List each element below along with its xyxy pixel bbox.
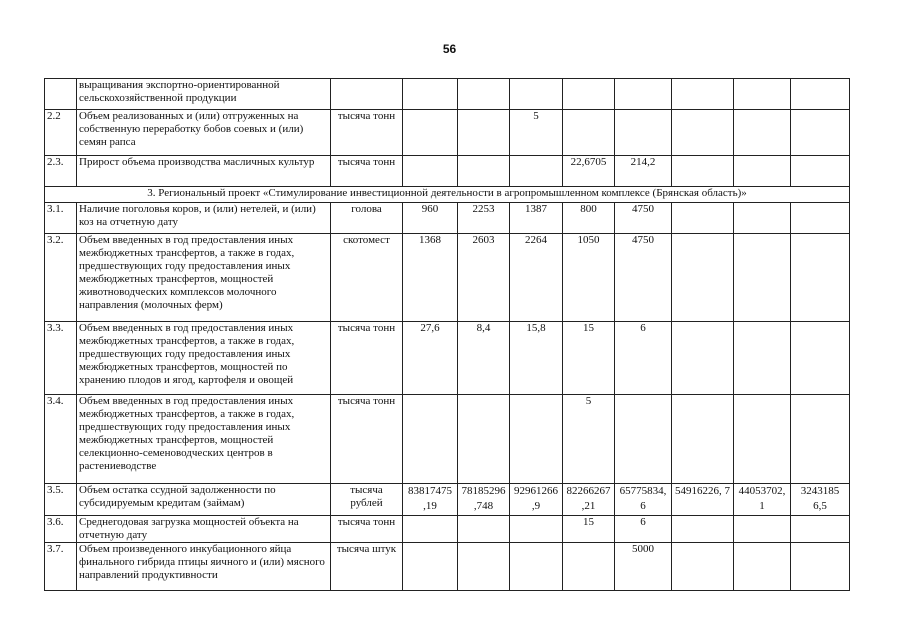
value-cell: 27,6 (403, 322, 458, 395)
value-cell (791, 203, 850, 234)
value-cell (403, 79, 458, 110)
value-cell: 92961266 ,9 (510, 484, 563, 516)
unit-cell: тысяча штук (331, 543, 403, 591)
value-cell: 1368 (403, 234, 458, 322)
unit-cell (331, 79, 403, 110)
value-cell: 2603 (458, 234, 510, 322)
indicator-name: Объем остатка ссудной задолженности по субсидируемым кредитам (займам) (77, 484, 331, 516)
value-cell (734, 322, 791, 395)
table-row (45, 484, 850, 516)
unit-cell: тысяча тонн (331, 395, 403, 484)
value-cell (734, 79, 791, 110)
value-cell (734, 395, 791, 484)
value-cell (672, 156, 734, 187)
value-cell (458, 79, 510, 110)
value-cell: 800 (563, 203, 615, 234)
value-cell: 2264 (510, 234, 563, 322)
row-number: 3.1. (45, 203, 77, 234)
value-cell: 15 (563, 516, 615, 543)
value-cell (672, 516, 734, 543)
table-row (45, 395, 850, 484)
value-cell: 4750 (615, 203, 672, 234)
row-number: 2.2 (45, 110, 77, 156)
value-cell: 5000 (615, 543, 672, 591)
value-cell (791, 322, 850, 395)
value-cell: 54916226, 7 (672, 484, 734, 516)
value-cell (458, 156, 510, 187)
table-row (45, 543, 850, 591)
value-cell (734, 110, 791, 156)
value-cell (672, 110, 734, 156)
value-cell (734, 516, 791, 543)
value-cell (791, 110, 850, 156)
value-cell (791, 516, 850, 543)
value-cell (672, 203, 734, 234)
value-cell (510, 516, 563, 543)
value-cell: 960 (403, 203, 458, 234)
value-cell (672, 79, 734, 110)
row-number: 3.4. (45, 395, 77, 484)
unit-cell: тысяча тонн (331, 110, 403, 156)
indicator-name: Прирост объема производства масличных культур (77, 156, 331, 187)
value-cell (672, 543, 734, 591)
value-cell (563, 79, 615, 110)
table-row (45, 79, 850, 110)
unit-cell: скотомест (331, 234, 403, 322)
page-number: 56 (442, 42, 457, 56)
value-cell (510, 79, 563, 110)
indicator-name: Наличие поголовья коров, и (или) нетелей, и (или) коз на отчетную дату (77, 203, 331, 234)
value-cell (791, 395, 850, 484)
indicator-name: Объем введенных в год предоставления иных межбюджетных трансфертов, а также в годах, предшествующих году предоставления иных межбюджетных трансфертов, мощностей селекционно-семеноводческих центров в растениеводстве (77, 395, 331, 484)
indicator-name: Объем реализованных и (или) отгруженных на собственную переработку бобов соевых и (или) семян рапса (77, 110, 331, 156)
section-title: 3. Региональный проект «Стимулирование инвестиционной деятельности в агропромышленном комплексе (Брянская область)» (45, 187, 850, 203)
value-cell (458, 395, 510, 484)
value-cell (458, 110, 510, 156)
value-cell: 4750 (615, 234, 672, 322)
value-cell: 214,2 (615, 156, 672, 187)
unit-cell: тысяча тонн (331, 156, 403, 187)
value-cell: 83817475 ,19 (403, 484, 458, 516)
value-cell (403, 395, 458, 484)
value-cell: 6 (615, 516, 672, 543)
unit-cell: тысяча тонн (331, 322, 403, 395)
table-row (45, 203, 850, 234)
unit-cell: тысяча рублей (331, 484, 403, 516)
value-cell: 1050 (563, 234, 615, 322)
value-cell (403, 156, 458, 187)
value-cell (510, 156, 563, 187)
value-cell (615, 395, 672, 484)
indicator-name: Объем введенных в год предоставления иных межбюджетных трансфертов, а также в годах, предшествующих году предоставления иных межбюджетных трансфертов, мощностей по хранению плодов и ягод, картофеля и овощей (77, 322, 331, 395)
value-cell (791, 234, 850, 322)
row-number: 3.7. (45, 543, 77, 591)
value-cell (734, 156, 791, 187)
table-row (45, 234, 850, 322)
value-cell (734, 543, 791, 591)
value-cell (403, 543, 458, 591)
value-cell (458, 516, 510, 543)
value-cell: 8,4 (458, 322, 510, 395)
value-cell (791, 79, 850, 110)
value-cell: 15 (563, 322, 615, 395)
value-cell (672, 234, 734, 322)
row-number: 3.2. (45, 234, 77, 322)
value-cell: 2253 (458, 203, 510, 234)
value-cell: 6 (615, 322, 672, 395)
row-number: 3.3. (45, 322, 77, 395)
value-cell (791, 156, 850, 187)
indicators-table (44, 78, 850, 591)
value-cell (615, 110, 672, 156)
value-cell (615, 79, 672, 110)
section-row (45, 187, 850, 203)
unit-cell: голова (331, 203, 403, 234)
unit-cell: тысяча тонн (331, 516, 403, 543)
value-cell (734, 234, 791, 322)
table-row (45, 156, 850, 187)
indicator-name: Среднегодовая загрузка мощностей объекта на отчетную дату (77, 516, 331, 543)
value-cell (563, 543, 615, 591)
row-number: 2.3. (45, 156, 77, 187)
value-cell (672, 395, 734, 484)
value-cell: 82266267 ,21 (563, 484, 615, 516)
value-cell (734, 203, 791, 234)
table-row (45, 322, 850, 395)
table-row (45, 110, 850, 156)
table-row (45, 516, 850, 543)
value-cell: 22,6705 (563, 156, 615, 187)
indicator-name: Объем введенных в год предоставления иных межбюджетных трансфертов, а также в годах, предшествующих году предоставления иных межбюджетных трансфертов, мощностей животноводческих комплексов молочного направления (молочных ферм) (77, 234, 331, 322)
value-cell (458, 543, 510, 591)
row-number: 3.6. (45, 516, 77, 543)
value-cell: 65775834, 6 (615, 484, 672, 516)
indicator-name: выращивания экспортно-ориентированной сельскохозяйственной продукции (77, 79, 331, 110)
value-cell (403, 110, 458, 156)
row-number (45, 79, 77, 110)
value-cell: 5 (563, 395, 615, 484)
value-cell (403, 516, 458, 543)
row-number: 3.5. (45, 484, 77, 516)
value-cell: 1387 (510, 203, 563, 234)
value-cell (510, 395, 563, 484)
value-cell (791, 543, 850, 591)
value-cell: 5 (510, 110, 563, 156)
value-cell: 44053702, 1 (734, 484, 791, 516)
value-cell (510, 543, 563, 591)
value-cell (672, 322, 734, 395)
value-cell: 15,8 (510, 322, 563, 395)
value-cell (563, 110, 615, 156)
value-cell: 3243185 6,5 (791, 484, 850, 516)
value-cell: 78185296 ,748 (458, 484, 510, 516)
indicator-name: Объем произведенного инкубационного яйца финального гибрида птицы яичного и (или) мясного направлений продуктивности (77, 543, 331, 591)
